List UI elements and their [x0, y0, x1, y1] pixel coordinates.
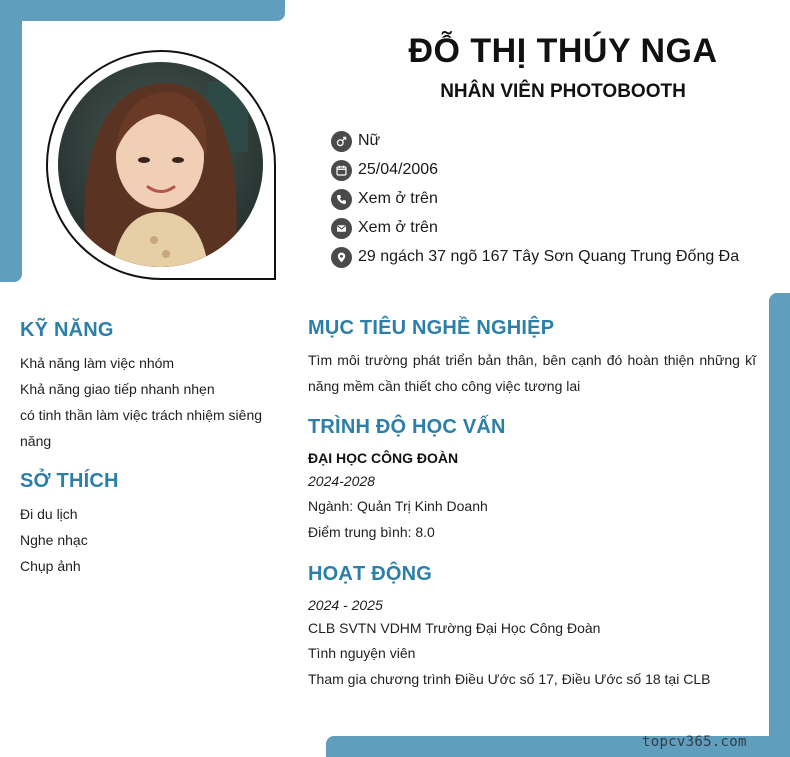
gender-text: Nữ	[358, 132, 381, 149]
skill-item: Khả năng giao tiếp nhanh nhẹn	[20, 381, 215, 397]
skill-item: Khả năng làm việc nhóm	[20, 355, 175, 371]
contact-address	[331, 245, 739, 269]
hobbies-title: SỞ THÍCH	[20, 470, 119, 492]
activity-organization: CLB SVTN VDHM Trường Đại Học Công Đoàn	[308, 620, 601, 636]
address-text: 29 ngách 37 ngõ 167 Tây Sơn Quang Trung Đống Đa	[358, 248, 740, 265]
gender-icon	[331, 131, 352, 152]
contact-birthday	[331, 158, 438, 182]
skill-item: có tinh thần làm việc trách nhiệm siêng	[20, 407, 263, 423]
watermark: topcv365.com	[642, 734, 747, 750]
job-position: NHÂN VIÊN PHOTOBOOTH	[440, 81, 686, 102]
hobby-item: Nghe nhạc	[20, 532, 88, 548]
activity-description: Tham gia chương trình Điều Ước số 17, Điều Ước số 18 tại CLB	[308, 671, 711, 687]
phone-icon	[331, 189, 352, 210]
skills-title: KỸ NĂNG	[20, 319, 114, 341]
education-major: Ngành: Quản Trị Kinh Doanh	[308, 498, 488, 514]
hobby-item: Đi du lịch	[20, 506, 78, 522]
education-period: 2024-2028	[308, 473, 375, 489]
location-icon	[331, 247, 352, 268]
phone-text: Xem ở trên	[358, 190, 438, 207]
objective-title: MỤC TIÊU NGHỀ NGHIỆP	[308, 317, 555, 339]
contact-email	[331, 216, 438, 240]
school-name: ĐẠI HỌC CÔNG ĐOÀN	[308, 450, 459, 466]
activity-period: 2024 - 2025	[308, 597, 383, 613]
profile-photo	[58, 62, 263, 267]
skill-item: năng	[20, 433, 52, 449]
activity-role: Tình nguyện viên	[308, 645, 416, 661]
education-gpa: Điểm trung bình: 8.0	[308, 524, 435, 540]
contact-phone	[331, 187, 438, 211]
decorative-left-bar	[0, 0, 22, 282]
hobby-item: Chụp ảnh	[20, 558, 81, 574]
calendar-icon	[331, 160, 352, 181]
birthday-text: 25/04/2006	[358, 161, 439, 178]
decorative-top-bar	[0, 0, 285, 21]
objective-text: Tìm môi trường phát triển bản thân, bên cạnh đó hoàn thiện những kĩ năng mềm cần thiết cho công việc tương lai	[308, 352, 756, 394]
contact-gender	[331, 129, 380, 153]
activities-title: HOẠT ĐỘNG	[308, 563, 433, 585]
candidate-name: ĐỖ THỊ THÚY NGA	[408, 32, 718, 70]
decorative-right-bar	[769, 293, 790, 757]
email-text: Xem ở trên	[358, 219, 438, 236]
education-title: TRÌNH ĐỘ HỌC VẤN	[308, 416, 506, 438]
email-icon	[331, 218, 352, 239]
